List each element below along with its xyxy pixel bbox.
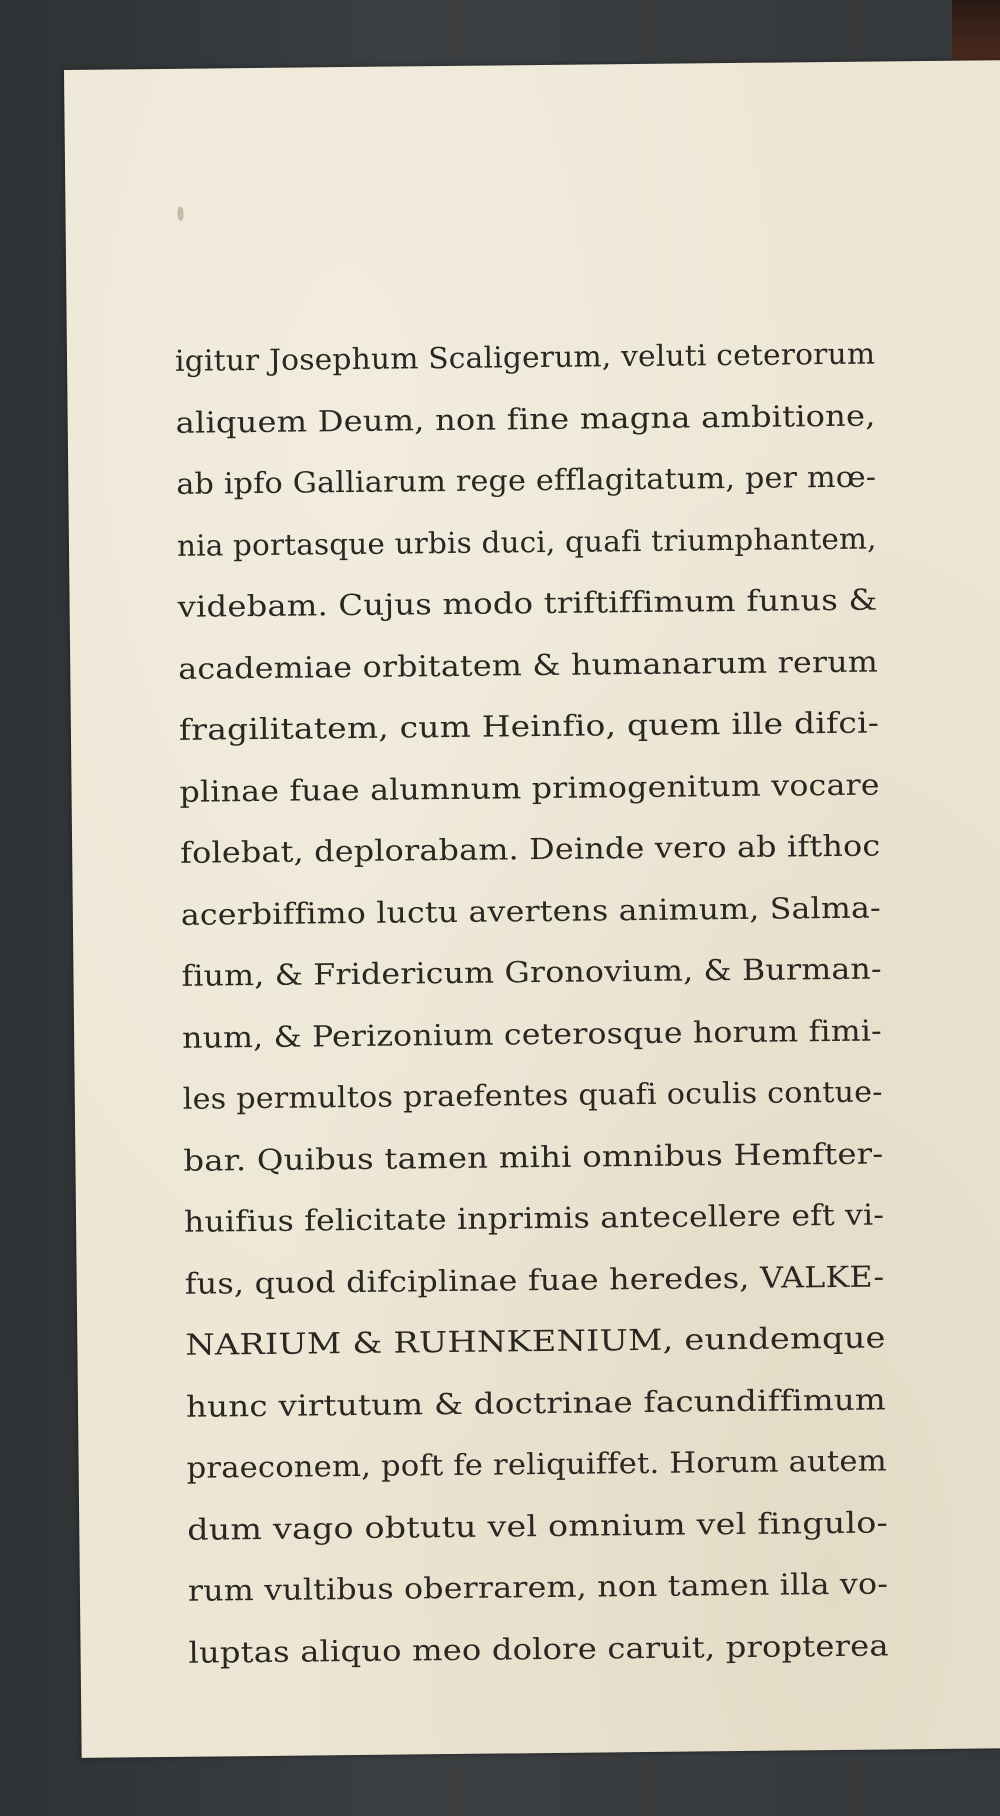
page-text <box>175 324 889 1684</box>
text-line: fragilitatem, cum Heinfio, quem ille difci- <box>178 705 880 747</box>
text-line: hunc virtutum & doctrinae facundiffimum <box>185 1381 887 1424</box>
book-page <box>64 60 1000 1758</box>
text-line: videbam. Cujus modo triftiffimum funus & <box>177 582 878 624</box>
text-line: academiae orbitatem & humanarum rerum <box>178 644 879 686</box>
text-line: igitur Josephum Scaligerum, veluti ceterorum <box>174 336 876 378</box>
text-line: nia portasque urbis duci, quafi triumphantem, <box>176 521 877 563</box>
text-line: rum vultibus oberrarem, non tamen illa vo- <box>187 1566 889 1608</box>
text-line: fus, quod difciplinae fuae heredes, VALKE- <box>184 1258 885 1301</box>
text-line: num, & Perizonium ceterosque horum fimi- <box>181 1012 883 1055</box>
book-binding-edge <box>952 0 1000 60</box>
text-line: acerbiffimo luctu avertens animum, Salma- <box>180 889 882 932</box>
text-line: fium, & Fridericum Gronovium, & Burman- <box>181 951 882 993</box>
text-line: folebat, deplorabam. Deinde vero ab ifthoc <box>180 828 881 870</box>
text-line: aliquem Deum, non fine magna ambitione, <box>175 398 876 440</box>
text-line: NARIUM & RUHNKENIUM, eundemque <box>185 1320 886 1362</box>
text-line: plinae fuae alumnum primogenitum vocare <box>179 766 880 809</box>
text-line: luptas aliquo meo dolore caruit, propterea <box>188 1627 889 1670</box>
text-line: bar. Quibus tamen mihi omnibus Hemfter- <box>183 1135 884 1178</box>
ink-stain <box>177 207 183 221</box>
text-line: huifius felicitate inprimis antecellere eft vi- <box>183 1197 885 1239</box>
text-line: les permultos praefentes quafi oculis contue- <box>182 1074 883 1116</box>
text-line: ab ipfo Galliarum rege efflagitatum, per mœ- <box>176 459 877 501</box>
text-line: praeconem, poft fe reliquiffet. Horum autem <box>186 1443 888 1485</box>
text-line: dum vago obtutu vel omnium vel fingulo- <box>187 1504 889 1547</box>
